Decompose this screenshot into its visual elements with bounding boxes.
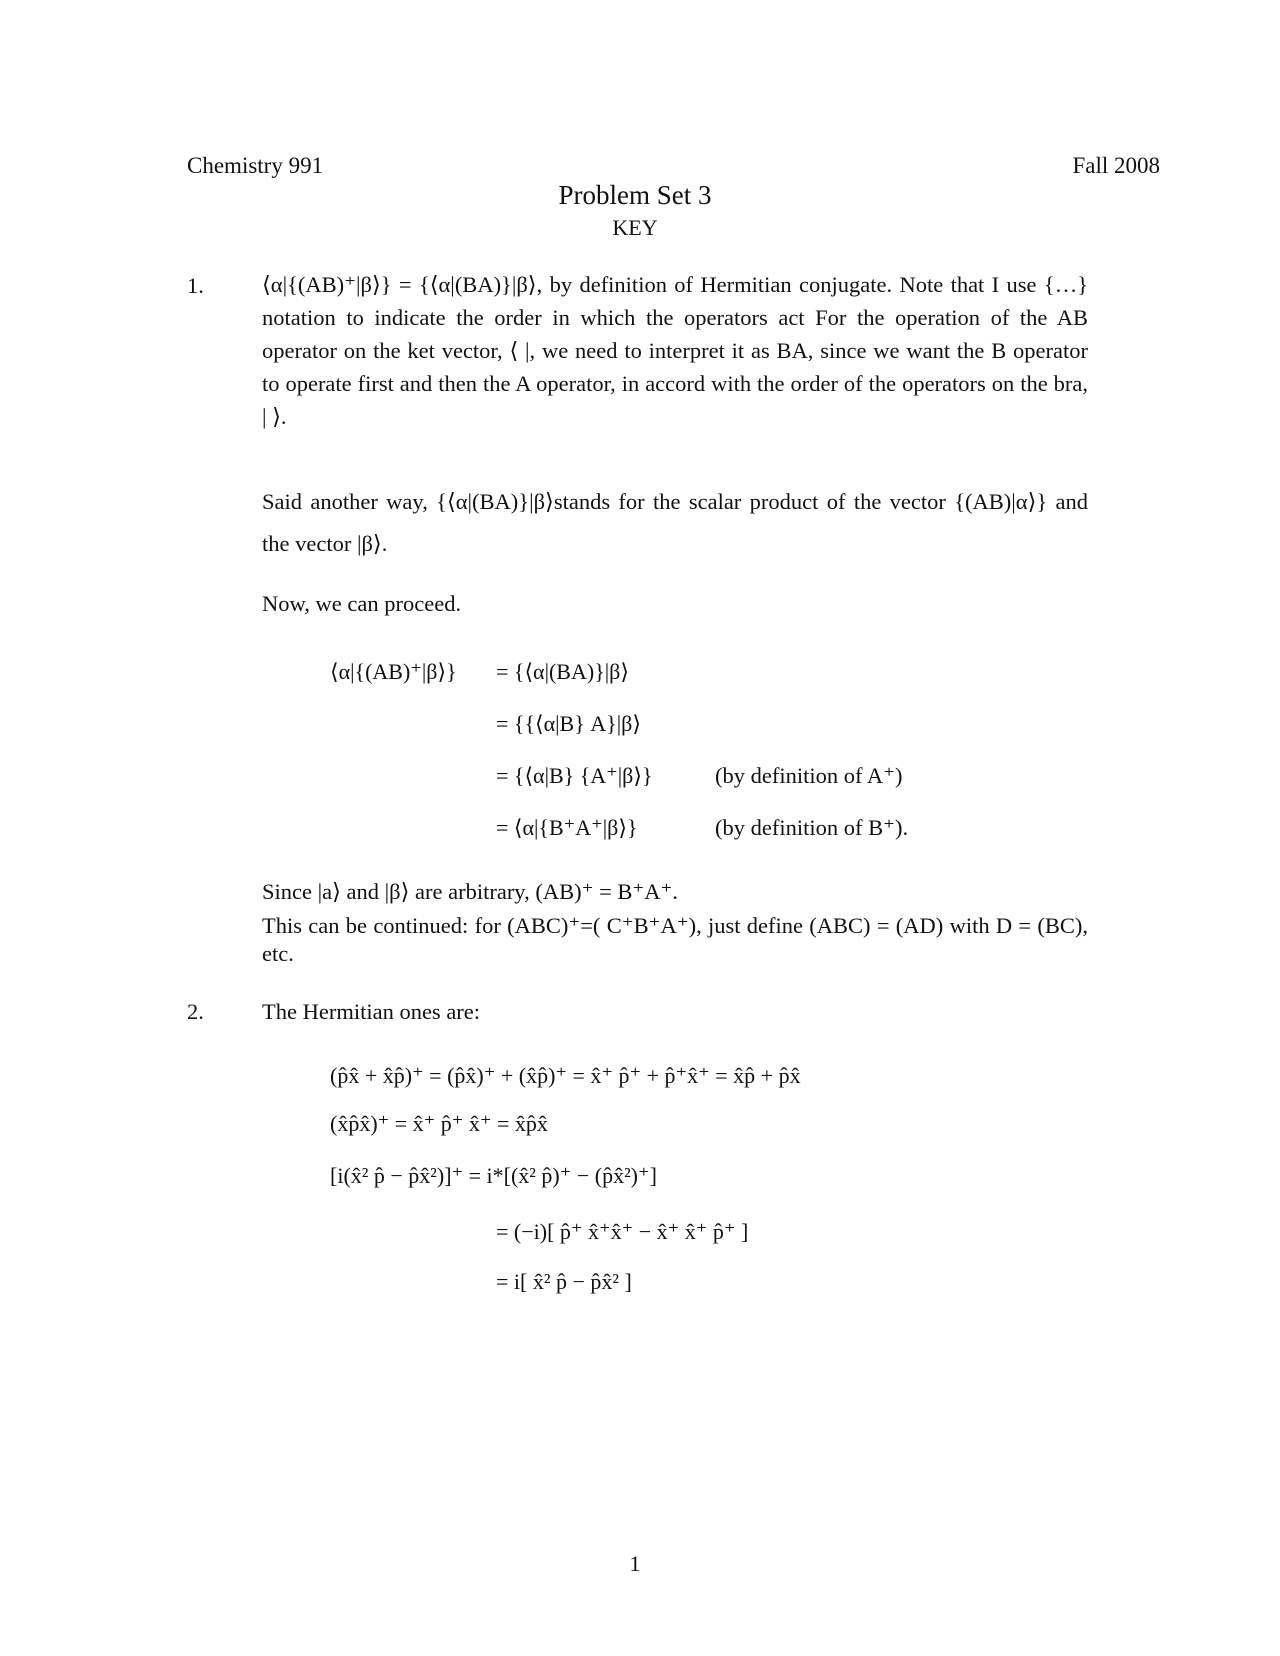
- derivation-1-rhs: = {⟨α|(BA)}|β⟩: [496, 659, 629, 684]
- course-name: Chemistry 991: [187, 153, 324, 178]
- derivation-3-note: (by definition of A⁺): [715, 763, 903, 788]
- derivation-3-rhs: = {⟨α|B} {A⁺|β⟩}: [496, 763, 653, 788]
- said-end: .: [381, 531, 388, 556]
- hermitian-line-3: [i(x̂² p̂ − p̂x̂²)]⁺ = i*[(x̂² p̂)⁺ − (p̂x̂²)⁺]: [330, 1163, 657, 1188]
- derivation-4-rhs: = ⟨α|{B⁺A⁺|β⟩}: [496, 815, 638, 840]
- since-prefix: Since: [262, 879, 318, 904]
- problem-1-continued: This can be continued: for (ABC)⁺=( C⁺B⁺A⁺), just define (ABC) = (AD) with D = (BC), etc.: [262, 913, 1088, 966]
- since-and: and: [340, 879, 385, 904]
- problem-2-number: 2.: [187, 999, 204, 1024]
- said-middle: stands for the scalar product of the vector: [553, 489, 946, 514]
- hermitian-line-4: = (−i)[ p̂⁺ x̂⁺x̂⁺ − x̂⁺ x̂⁺ p̂⁺ ]: [496, 1219, 749, 1244]
- problem-2-intro: The Hermitian ones are:: [262, 999, 481, 1024]
- since-suffix: are arbitrary, (AB)⁺ = B⁺A⁺.: [409, 879, 679, 904]
- page-number: 1: [629, 1551, 641, 1576]
- problem-1-intro-text: , by definition of Hermitian conjugate. Note that I use {…} notation to indicate the order in which the operators act For the operation of the AB operator on the ket vector, ⟨ |, we need to interpret it as BA, since we want the B operator to operate first and then the A operator, in accord with the order of the operators on the bra, | ⟩.: [262, 272, 1088, 429]
- problem-1-said-another-way: [262, 481, 1088, 565]
- said-middle-2: and the vector: [262, 489, 1088, 556]
- page-title: Problem Set 3: [558, 180, 712, 210]
- said-equation-1: {⟨α|(BA)}|β⟩: [436, 489, 554, 514]
- said-equation-2: {(AB)|α⟩}: [954, 489, 1048, 514]
- hermitian-line-2: (x̂p̂x̂)⁺ = x̂⁺ p̂⁺ x̂⁺ = x̂p̂x̂: [330, 1111, 548, 1136]
- said-equation-3: |β⟩: [356, 531, 382, 556]
- said-prefix: Said another way,: [262, 489, 437, 514]
- hermitian-line-5: = i[ x̂² p̂ − p̂x̂² ]: [496, 1269, 632, 1294]
- problem-1-number: 1.: [187, 273, 204, 298]
- term: Fall 2008: [1072, 153, 1160, 178]
- hermitian-line-1: (p̂x̂ + x̂p̂)⁺ = (p̂x̂)⁺ + (x̂p̂)⁺ = x̂⁺ p̂⁺ + p̂⁺x̂⁺ = x̂p̂ + p̂x̂: [330, 1063, 801, 1088]
- problem-1-since: [262, 876, 1088, 908]
- since-ket-a: |a⟩: [317, 879, 341, 904]
- problem-1-proceed: Now, we can proceed.: [262, 591, 462, 616]
- derivation-4-note: (by definition of B⁺).: [715, 815, 909, 840]
- problem-1-intro-equation: ⟨α|{(AB)⁺|β⟩} = {⟨α|(BA)}|β⟩: [262, 272, 537, 297]
- problem-1-intro: [262, 268, 1088, 433]
- derivation-1-lhs: ⟨α|{(AB)⁺|β⟩}: [330, 659, 457, 684]
- derivation-2-rhs: = {{⟨α|B} A}|β⟩: [496, 711, 641, 736]
- page-subtitle: KEY: [612, 215, 658, 240]
- since-ket-beta: |β⟩: [384, 879, 410, 904]
